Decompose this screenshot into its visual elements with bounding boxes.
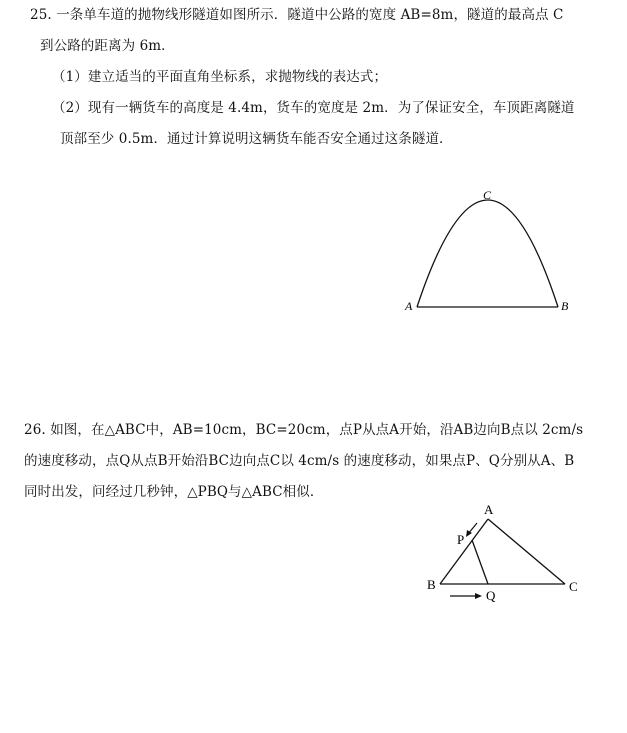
- label-p: P: [457, 532, 465, 547]
- label-c: C: [569, 579, 578, 594]
- problem26-text-1: 如图，在△ABC中，AB=10cm，BC=20cm，点P从点A开始，沿AB边向B点以 2cm/s: [50, 422, 584, 438]
- tunnel-parabola-figure: [400, 185, 580, 315]
- problem26-line2: 的速度移动，点Q从点B开始沿BC边向点C以 4cm/s 的速度移动，如果点P、Q分别从A、B: [24, 453, 575, 469]
- parabola-curve: [417, 200, 558, 307]
- label-c: C: [483, 188, 492, 202]
- side-ab: [440, 519, 488, 584]
- label-b: B: [561, 299, 569, 313]
- label-a: A: [484, 502, 494, 517]
- arrow-q-head: [475, 593, 482, 599]
- label-a: A: [405, 299, 413, 313]
- problem26-line1: [24, 421, 583, 439]
- problem25-line1: [30, 6, 563, 24]
- problem25-number: 25.: [30, 7, 52, 23]
- problem26-number: 26.: [24, 422, 46, 438]
- triangle-pbq-figure: [420, 500, 590, 605]
- problem25-part1: （1）建立适当的平面直角坐标系，求抛物线的表达式；: [52, 69, 388, 85]
- problem25-text-1: 一条单车道的抛物线形隧道如图所示．隧道中公路的宽度 AB=8m，隧道的最高点 C: [56, 7, 564, 23]
- label-b: B: [427, 577, 436, 592]
- problem25-line2: 到公路的距离为 6m．: [40, 38, 175, 54]
- problem26-line3: 同时出发，问经过几秒钟，△PBQ与△ABC相似．: [24, 484, 324, 500]
- label-q: Q: [486, 588, 496, 603]
- problem25-part2-line2: 顶部至少 0.5m．通过计算说明这辆货车能否安全通过这条隧道．: [60, 131, 453, 147]
- segment-pq: [472, 540, 488, 584]
- problem25-part2-line1: （2）现有一辆货车的高度是 4.4m，货车的宽度是 2m．为了保证安全，车顶距离隧道: [52, 100, 575, 116]
- side-ac: [488, 519, 565, 584]
